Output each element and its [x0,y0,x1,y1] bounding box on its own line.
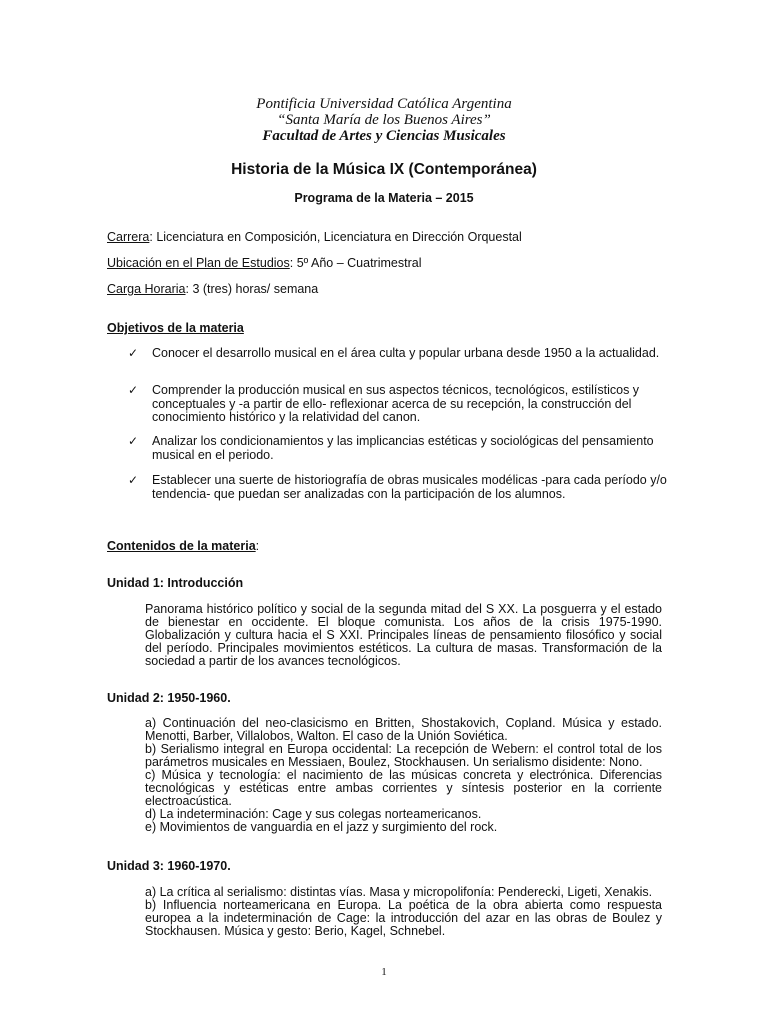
unidad2-item-d: d) La indeterminación: Cage y sus colegas norteamericanos. [145,807,482,821]
document-subtitle: Programa de la Materia – 2015 [294,191,474,205]
carga-label: Carga Horaria [107,282,186,296]
carrera-line [107,230,522,244]
faculty-name: Facultad de Artes y Ciencias Musicales [262,128,506,144]
unidad2-heading: Unidad 2: 1950-1960. [107,691,231,705]
objetivo-text: Comprender la producción musical en sus aspectos técnicos, tecnológicos, estilísticos y conceptuales y -a partir de ello- reflexionar acerca de su recepción, la construcción del conocimiento histórico y la relatividad del canon. [152,383,640,424]
unidad3-item-a: a) La crítica al serialismo: distintas vías. Masa y micropolifonía: Penderecki, Ligeti, Xenakis. [145,885,653,899]
ubicacion-value: : 5º Año – Cuatrimestral [289,256,422,270]
objetivo-item [128,474,668,501]
unidad2-item-a: a) Continuación del neo-clasicismo en Britten, Shostakovich, Copland. Música y estado. Menotti, Barber, Villalobos, Walton. El caso de la Unión Soviética. [145,716,662,743]
check-icon: ✓ [128,346,139,360]
carrera-value: : Licenciatura en Composición, Licenciatura en Dirección Orquestal [149,230,522,244]
carga-line [107,282,318,296]
unidad2-item-b: b) Serialismo integral en Europa occidental: La recepción de Webern: el control total de los parámetros musicales en Messiaen, Boulez, Stockhausen. Un serialismo disidente: Nono. [145,742,662,769]
carga-value: : 3 (tres) horas/ semana [185,282,319,296]
unidad1-heading: Unidad 1: Introducción [107,576,244,590]
unidad2-item-c: c) Música y tecnología: el nacimiento de las músicas concreta y electrónica. Diferencias tecnológicas y estéticas entre ambas corrientes y síntesis posterior en la corriente electroacústica. [145,768,662,808]
objetivo-text: Analizar los condicionamientos y las implicancias estéticas y sociológicas del pensamiento musical en el periodo. [152,434,654,462]
objetivo-item [128,384,668,425]
unidad3-body [145,886,662,938]
objetivos-heading: Objetivos de la materia [107,321,244,335]
check-icon: ✓ [128,434,139,448]
check-icon: ✓ [128,383,139,397]
unidad2-body [145,717,662,834]
objetivo-text: Conocer el desarrollo musical en el área culta y popular urbana desde 1950 a la actualidad. [152,346,660,360]
objetivo-item [128,347,668,361]
ubicacion-label: Ubicación en el Plan de Estudios [107,256,290,270]
campus-name: “Santa María de los Buenos Aires” [277,112,491,128]
contenidos-colon: : [255,539,260,553]
contenidos-label: Contenidos de la materia [107,539,256,553]
objetivo-item [128,435,668,462]
unidad1-text: Panorama histórico político y social de la segunda mitad del S XX. La posguerra y el estado de bienestar en occidente. El bloque comunista. Los años de la crisis 1975-1990. Globalización y cultura hacia el S XXI. Principales líneas de pensamiento filosófico y social del período. Principales movimientos estéticos. La cultura de masas. Transformación de la sociedad a partir de los avances tecnológicos. [145,602,662,668]
university-name: Pontificia Universidad Católica Argentina [256,96,512,112]
unidad2-item-e: e) Movimientos de vanguardia en el jazz y surgimiento del rock. [145,820,498,834]
check-icon: ✓ [128,473,139,487]
carrera-label: Carrera [107,230,150,244]
unidad3-item-b: b) Influencia norteamericana en Europa. La poética de la obra abierta como respuesta europea a la indeterminación de Cage: la introducción del azar en las obras de Boulez y Stockhausen. Música y gesto: Berio, Kagel, Schnebel. [145,898,662,938]
page-number: 1 [381,966,387,978]
unidad3-heading: Unidad 3: 1960-1970. [107,859,231,873]
document-title: Historia de la Música IX (Contemporánea) [231,161,537,178]
contenidos-heading [107,539,259,553]
objetivo-text: Establecer una suerte de historiografía de obras musicales modélicas -para cada período y/o tendencia- que puedan ser analizadas con la participación de los alumnos. [152,473,667,501]
ubicacion-line [107,256,421,270]
